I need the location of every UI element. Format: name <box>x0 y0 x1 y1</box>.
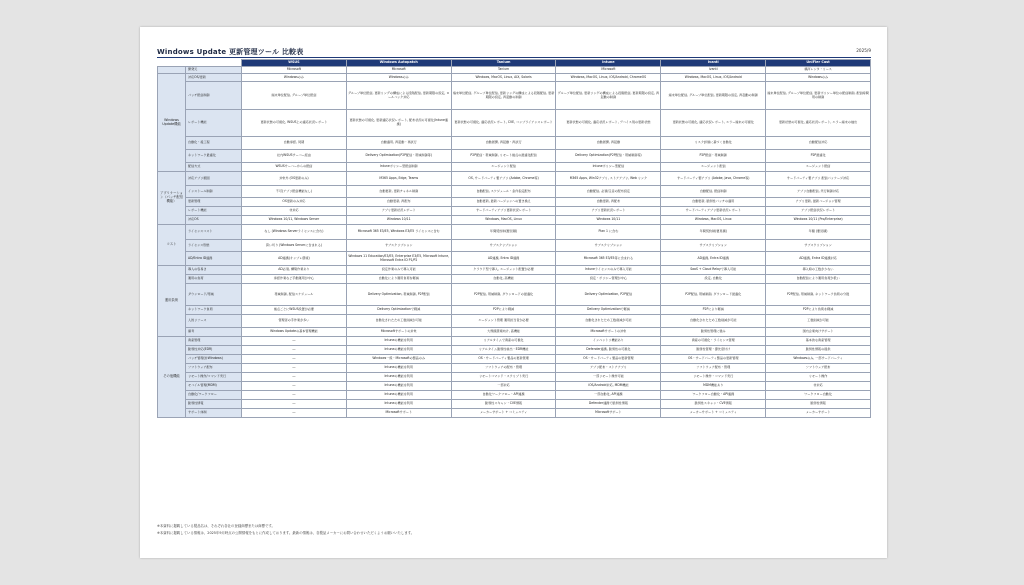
table-cell: メーカーサポート <box>766 409 871 418</box>
table-cell: 横河レンタ・リース <box>766 67 871 74</box>
table-cell: 拠点ごとにWSUS設置が必要 <box>242 306 347 315</box>
table-cell: 自動化されたため工数削減が可能 <box>556 315 661 328</box>
table-cell: Windows 11 Education/E3/E5, Enterprise E3/E5, Microsoft Intune, Microsoft Entra ID P1/P2 <box>346 252 451 266</box>
table-cell: サブスクリプション <box>451 240 556 252</box>
table-cell: OS更新のみ対応 <box>242 198 347 207</box>
table-cell: P2P配信, 帯域制御, ダウンロード最適化 <box>661 284 766 306</box>
table-cell: Tanium <box>451 67 556 74</box>
row-label: 対応アプリ範囲 <box>186 172 242 186</box>
table-cell: M365 Apps, Edge, Teams <box>346 172 451 186</box>
column-header: UniFier Cast <box>766 60 871 67</box>
table-cell: 脆弱性スキャン・CVE情報 <box>661 400 766 409</box>
table-cell: 端末単位配信, グループ単位配信, 更新期限の設定, 再起動の制御 <box>661 82 766 110</box>
table-cell: OS・サードパーティ製品の更新管理 <box>556 355 661 364</box>
table-row <box>158 163 871 172</box>
table-cell: Microsoft <box>242 67 347 74</box>
table-cell: 自動展開, 再起動 <box>556 137 661 150</box>
table-cell: Delivery Optimization, 帯域制御, P2P配信 <box>346 284 451 306</box>
table-cell: グループ単位配信, 更新リングの構成による段階配信, 更新期限の設定, ロールバック対応 <box>346 82 451 110</box>
row-label: ネットワーク負荷 <box>186 306 242 315</box>
category-cell: 運用負荷 <box>158 266 186 337</box>
table-cell: 社内WSUSサーバー経由 <box>242 150 347 163</box>
category-cell: その他機能 <box>158 337 186 418</box>
table-cell: AD連携, Entra ID連携 <box>451 252 556 266</box>
table-cell: 自動更新, 再配布 <box>556 198 661 207</box>
header-row <box>158 60 871 67</box>
table-row <box>158 216 871 225</box>
table-cell: Windows, MacOS, Linux, iOS/Android, ChromeOS <box>556 74 661 82</box>
table-cell: Windows, MacOS, Linux, AIX, Solaris <box>451 74 556 82</box>
table-cell: Microsoft 365 E3/E5, Windows E3/E5 ライセンスに含む <box>346 225 451 240</box>
table-cell: サードパーティアプリ更新状況レポート <box>451 207 556 216</box>
table-cell: P2Pにより負荷を軽減 <box>766 306 871 315</box>
row-label: 対応OS/更新 <box>186 74 242 82</box>
table-cell: 承認作業など手動運用が中心 <box>242 275 347 284</box>
table-cell: 自動承認, 同期 <box>242 137 347 150</box>
table-cell: 対象外 (OS更新のみ) <box>242 172 347 186</box>
table-cell: 設定, 自動化 <box>661 275 766 284</box>
table-cell: 年間契約制(要見積) <box>451 225 556 240</box>
table-cell: Defender連携で脆弱性情報 <box>556 400 661 409</box>
table-cell: サードパーティ製アプリ (Adobe, Java, Chrome等) <box>661 172 766 186</box>
table-cell: 国内企業向けサポート <box>766 328 871 337</box>
table-cell: ― <box>242 346 347 355</box>
table-row <box>158 266 871 275</box>
table-cell: ソフトウェアの配布・管理 <box>451 364 556 373</box>
table-row <box>158 172 871 186</box>
table-cell: Microsoftサポートの対象 <box>346 328 451 337</box>
table-row <box>158 373 871 382</box>
table-cell: アプリ更新, 最新バージョン管理 <box>766 198 871 207</box>
table-cell: アプリ配布・ストアアプリ <box>556 364 661 373</box>
table-cell: SaaS + Cloud Relayで導入可能 <box>661 266 766 275</box>
table-cell: 一部自動化, API連携 <box>556 391 661 400</box>
table-cell: AD必須, 構築作業あり <box>242 266 347 275</box>
row-label: パッチ配信制御 <box>186 82 242 110</box>
table-cell: メーカーサポート + コミュニティ <box>661 409 766 418</box>
table-cell: Plan 1 に含む <box>556 225 661 240</box>
table-cell: 自動配信対応 <box>766 137 871 150</box>
table-cell: Delivery Optimizationで軽減 <box>346 306 451 315</box>
table-cell: Delivery Optimizationで軽減 <box>556 306 661 315</box>
table-cell: アプリ更新状況レポート <box>556 207 661 216</box>
table-cell: 更新状態の可視化, 適応状況レポート, デバイス別の更新状態 <box>556 110 661 137</box>
row-label: 配信方式 <box>186 163 242 172</box>
table-cell: Microsoft 365 E3/E5等に含まれる <box>556 252 661 266</box>
table-cell: Intuneポリシー型配信制御 <box>346 163 451 172</box>
table-cell: サブスクリプション <box>556 240 661 252</box>
table-row <box>158 110 871 137</box>
table-row <box>158 328 871 337</box>
footnotes <box>157 523 414 537</box>
table-cell: 脆弱性スキャン・CVE情報 <box>451 400 556 409</box>
table-cell: Intuneの機能を利用 <box>346 382 451 391</box>
table-row <box>158 364 871 373</box>
table-cell: エージェント管理 運用担当者が必要 <box>451 315 556 328</box>
table-cell: クラウド型で導入, エージェント配置が必要 <box>451 266 556 275</box>
category-cell: Windows Update機能 <box>158 74 186 172</box>
row-label: レポート機能 <box>186 110 242 137</box>
row-label: ネットワーク最適化 <box>186 150 242 163</box>
table-cell: P2Pにより軽減 <box>451 306 556 315</box>
table-cell: AD連携, Entra ID連携 <box>661 252 766 266</box>
table-cell: サードパーティアプリ更新状況レポート <box>661 207 766 216</box>
table-cell: ソフトウェア配布 <box>766 364 871 373</box>
table-cell: AD連携, Entra ID連携対応 <box>766 252 871 266</box>
table-cell: 自動化ワークフロー・API連携 <box>451 391 556 400</box>
footnote: ※本資料に掲載している情報は、2025年9月時点の公開情報をもとに作成しております。最新の情報は、各製品メーカーにお問い合わせいただくようお願いいたします。 <box>157 531 415 535</box>
row-label: 人的リソース <box>186 315 242 328</box>
table-cell: OS・サードパーティ製品の更新管理 <box>661 355 766 364</box>
table-cell: 設定作業のみで導入可能 <box>346 266 451 275</box>
column-header: Ivanti <box>661 60 766 67</box>
row-label: ソフトウェア配布 <box>186 364 242 373</box>
table-row <box>158 306 871 315</box>
table-cell: 自動適用, 再起動・再試行 <box>346 137 451 150</box>
document-title: Windows Update 更新管理ツール 比較表 <box>157 48 304 56</box>
row-label: 導入の容易さ <box>186 266 242 275</box>
table-row <box>158 355 871 364</box>
category-cell: コスト <box>158 225 186 266</box>
column-header: WSUS <box>242 60 347 67</box>
row-label: 更新管理 <box>186 198 242 207</box>
table-row <box>158 409 871 418</box>
table-cell: ― <box>242 409 347 418</box>
table-cell: ソフトウェア配布・管理 <box>661 364 766 373</box>
table-cell: 脆弱性情報 <box>766 400 871 409</box>
table-cell: ワークフロー自動化・API連携 <box>661 391 766 400</box>
table-cell: Microsoftサポートの対象 <box>556 328 661 337</box>
table-cell: ― <box>242 337 347 346</box>
table-row <box>158 186 871 198</box>
table-body <box>158 67 871 418</box>
table-cell: Ivanti <box>661 67 766 74</box>
table-cell: 不可(アプリ配信機能なし) <box>242 186 347 198</box>
table-cell: 自動更新, 脆弱性パッチの適用 <box>661 198 766 207</box>
table-cell: サブスクリプション <box>766 240 871 252</box>
row-label: 脆弱性対応(EDR) <box>186 346 242 355</box>
table-cell: リモート操作 <box>766 373 871 382</box>
table-row <box>158 207 871 216</box>
table-cell: Intuneの機能を利用 <box>346 337 451 346</box>
table-cell: Delivery Optimization(P2P配信・帯域制御等) <box>346 150 451 163</box>
row-label: 自動化・後工程 <box>186 137 242 150</box>
table-cell: Windowsのみ, 一部サードパーティ <box>766 355 871 364</box>
table-cell: リモートコマンド・スクリプト実行 <box>451 373 556 382</box>
table-cell: P2Pにより軽減 <box>661 306 766 315</box>
table-cell: 自動化されたため工数削減が可能 <box>346 315 451 328</box>
row-label: ダウンロード/帯域 <box>186 284 242 306</box>
table-cell: 更新状態の可視化, 適応状況レポート, エラー端末の可視化 <box>661 110 766 137</box>
table-cell: ― <box>242 355 347 364</box>
row-label: 運用の負荷 <box>186 275 242 284</box>
row-label: AD/Entra ID連携 <box>186 252 242 266</box>
table-row <box>158 74 871 82</box>
table-cell: リアルタイムで資産の可視化 <box>451 337 556 346</box>
table-cell: エージェント配信 <box>766 163 871 172</box>
table-row <box>158 252 871 266</box>
column-header: Windows Autopatch <box>346 60 451 67</box>
table-cell: Windows 10/11 <box>346 216 451 225</box>
category-cell: アプリケーション（パッチ配信機能） <box>158 172 186 225</box>
table-cell: 自動配信により運用負荷が低い <box>766 275 871 284</box>
table-cell: 自動化されたため工数削減が可能 <box>661 315 766 328</box>
table-cell: 更新状態の可視化, 更新適応状況レポート, 配布状況の可視化(Intune連携) <box>346 110 451 137</box>
table-cell: 非対応 <box>242 207 347 216</box>
table-cell: 更新状態の可視化, 適応状況レポート, CVE, コンプライアンスレポート <box>451 110 556 137</box>
table-cell: サードパーティ製アプリ 配信パッケージ対応 <box>766 172 871 186</box>
table-cell: Windowsのみ <box>766 74 871 82</box>
row-label: レポート機能 <box>186 207 242 216</box>
table-cell: MDM機能あり <box>661 382 766 391</box>
row-label: ライセンスコスト <box>186 225 242 240</box>
table-cell: Microsoft <box>556 67 661 74</box>
table-cell: アプリ更新状況レポート <box>346 207 451 216</box>
table-cell: リアルタイム脆弱性検出・EDR機能 <box>451 346 556 355</box>
table-cell: 自動配信, スケジュール・条件指定配布 <box>451 186 556 198</box>
row-label: パッチ管理(非Windows) <box>186 355 242 364</box>
table-cell: 脆弱性情報の提供 <box>766 346 871 355</box>
table-cell: 設定・ポリシー管理が中心 <box>556 275 661 284</box>
table-cell: 自動更新, 最新バージョンへの置き換え <box>451 198 556 207</box>
row-label: 備考 <box>186 328 242 337</box>
table-cell: アプリ自動配信, 実行制御対応 <box>766 186 871 198</box>
table-cell: 工数削減が可能 <box>766 315 871 328</box>
footnote: ※本資料に掲載している製品名は、それぞれ各社の登録商標または商標です。 <box>157 524 275 528</box>
table-cell: 自動展開, 再起動・再試行 <box>451 137 556 150</box>
table-cell: 大規模環境向け, 高機能 <box>451 328 556 337</box>
table-cell: サブスクリプション <box>346 240 451 252</box>
table-row <box>158 391 871 400</box>
table-cell: 管理者の手作業が多い <box>242 315 347 328</box>
table-cell: Intuneポリシー型配信 <box>556 163 661 172</box>
column-header: Tanium <box>451 60 556 67</box>
row-label: リモート操作/コマンド実行 <box>186 373 242 382</box>
table-cell: iOS/Android対応, MDM機能 <box>556 382 661 391</box>
table-row <box>158 275 871 284</box>
table-cell: 脆弱性管理・優先度付け <box>661 346 766 355</box>
row-label: モバイル管理(MDM) <box>186 382 242 391</box>
table-cell: AD連携(オンプレ環境) <box>242 252 347 266</box>
table-cell: サブスクリプション <box>661 240 766 252</box>
table-cell: インベントリ機能あり <box>556 337 661 346</box>
table-cell: ワークフロー自動化 <box>766 391 871 400</box>
table-cell: Intuneの機能を利用 <box>346 400 451 409</box>
table-cell: M365 Apps, Win32アプリ, ストアアプリ, Web リンク <box>556 172 661 186</box>
table-cell: 端末単位配信, グループ単位配信, 更新リングの構成による段階配信, 更新期限の設定, 再起動の制御 <box>451 82 556 110</box>
table-cell: 導入時の工数が少ない <box>766 266 871 275</box>
table-cell: グループ単位配信, 更新リングの構成による段階配信, 更新期限の設定, 再起動の制御 <box>556 82 661 110</box>
title-rule <box>157 57 871 58</box>
table-cell: 自動更新, 再配布 <box>346 198 451 207</box>
table-cell: エージェント配信 <box>451 163 556 172</box>
row-label: ライセンス形態 <box>186 240 242 252</box>
table-row <box>158 382 871 391</box>
table-cell: OS, サードパーティ製アプリ (Adobe, Chrome等) <box>451 172 556 186</box>
table-cell: Defender連携, 脆弱性の可視化 <box>556 346 661 355</box>
table-cell: ― <box>242 373 347 382</box>
document-date: 2025/9 <box>856 48 871 53</box>
table-cell: P2P配信・帯域制御, リモート拠点の最適化配信 <box>451 150 556 163</box>
table-cell: P2P配信, 帯域制御, ダウンロードの最適化 <box>451 284 556 306</box>
table-cell: メーカーサポート + コミュニティ <box>451 409 556 418</box>
table-row <box>158 400 871 409</box>
table-cell: 資産の可視化・ライセンス管理 <box>661 337 766 346</box>
table-cell: Windows, MacOS, Linux <box>661 216 766 225</box>
table-row <box>158 67 871 74</box>
comparison-table <box>157 59 871 418</box>
table-cell: Intuneの機能を利用 <box>346 373 451 382</box>
table-cell: Microsoft <box>346 67 451 74</box>
table-row <box>158 315 871 328</box>
table-cell: Delivery Optimization, P2P配信 <box>556 284 661 306</box>
table-row <box>158 82 871 110</box>
row-label: 資産管理 <box>186 337 242 346</box>
table-row <box>158 284 871 306</box>
table-cell: Intuneの機能を利用 <box>346 364 451 373</box>
table-cell: Windows 10/11 (Pro/Enterprise) <box>766 216 871 225</box>
table-row <box>158 337 871 346</box>
row-label: 脆弱性情報 <box>186 400 242 409</box>
table-cell: 一部リモート操作可能 <box>556 373 661 382</box>
table-row <box>158 198 871 207</box>
table-cell: 端末単位配信, グループ単位配信 <box>242 82 347 110</box>
row-label: サポート体制 <box>186 409 242 418</box>
table-cell: リモート操作・コマンド実行 <box>661 373 766 382</box>
table-cell: Windows, MacOS, Linux, iOS/Android <box>661 74 766 82</box>
table-cell: Intuneライセンスのみで導入可能 <box>556 266 661 275</box>
table-cell: Intuneの機能を利用 <box>346 346 451 355</box>
table-cell: 年額 (要見積) <box>766 225 871 240</box>
table-cell: 自動配信, 配信制御 <box>661 186 766 198</box>
table-cell: P2P配信・帯域制御 <box>661 150 766 163</box>
table-row <box>158 346 871 355</box>
table-cell: Microsoftサポート <box>346 409 451 418</box>
table-cell: Microsoftサポート <box>556 409 661 418</box>
table-row <box>158 240 871 252</box>
table-cell: アプリ配信状況レポート <box>766 207 871 216</box>
table-cell: 自動化により運用負荷を軽減 <box>346 275 451 284</box>
table-cell: リスク評価に基づく自動化 <box>661 137 766 150</box>
table-row <box>158 137 871 150</box>
table-cell: ― <box>242 391 347 400</box>
table-cell: 一部対応 <box>451 382 556 391</box>
document-page <box>140 27 887 558</box>
table-cell: WSUSサーバーからの配信 <box>242 163 347 172</box>
column-header: Intune <box>556 60 661 67</box>
table-cell: Windows Updateの基本管理機能 <box>242 328 347 337</box>
table-cell: OS・サードパーティ製品の更新管理 <box>451 355 556 364</box>
category-cell <box>158 67 186 74</box>
table-cell: 基本的な資産管理 <box>766 337 871 346</box>
table-cell: なし (Windows Serverライセンスに含む) <box>242 225 347 240</box>
table-cell: P2P配信, 帯域制御, ネットワーク負荷の分散 <box>766 284 871 306</box>
table-cell: 自動更新, 更新チャネル制御 <box>346 186 451 198</box>
row-label: 自動化/ワークフロー <box>186 391 242 400</box>
table-cell: 端末単位配信, グループ単位配信, 更新ポリシー単位の配信制御, 配信時間帯の制御 <box>766 82 871 110</box>
table-cell: 更新状態の可視化, 適応状況レポート, エラー端末の抽出 <box>766 110 871 137</box>
table-cell: 脆弱性管理に強み <box>661 328 766 337</box>
table-cell: 非対応 <box>766 382 871 391</box>
table-cell: Windows 10/11, Windows Server <box>242 216 347 225</box>
table-cell: 買い切り (Windows Serverに含まれる) <box>242 240 347 252</box>
table-cell: 自動化, 高機能 <box>451 275 556 284</box>
table-cell: Delivery Optimization(P2P配信・帯域制御等) <box>556 150 661 163</box>
table-cell: Windows, MacOS, Linux <box>451 216 556 225</box>
table-cell: Windowsのみ <box>346 74 451 82</box>
table-cell: Windows一般・Microsoftの製品のみ <box>346 355 451 364</box>
table-cell: 帯域制御, 配信スケジュール <box>242 284 347 306</box>
table-cell: Windowsのみ <box>242 74 347 82</box>
table-row <box>158 150 871 163</box>
table-cell: 更新状態の可視化, WSUS上の適応状況レポート <box>242 110 347 137</box>
table-cell: 年間契約制(要見積) <box>661 225 766 240</box>
row-label: 対応OS <box>186 216 242 225</box>
table-cell: Windows 10/11 <box>556 216 661 225</box>
table-cell: 自動配信, 必須/任意の配布設定 <box>556 186 661 198</box>
table-cell: ― <box>242 364 347 373</box>
table-row <box>158 225 871 240</box>
row-label: インストール制御 <box>186 186 242 198</box>
row-label: 開発元 <box>186 67 242 74</box>
table-cell: エージェント配信 <box>661 163 766 172</box>
table-cell: P2P最適化 <box>766 150 871 163</box>
table-cell: Intuneの機能を利用 <box>346 391 451 400</box>
table-cell: ― <box>242 382 347 391</box>
table-cell: ― <box>242 400 347 409</box>
